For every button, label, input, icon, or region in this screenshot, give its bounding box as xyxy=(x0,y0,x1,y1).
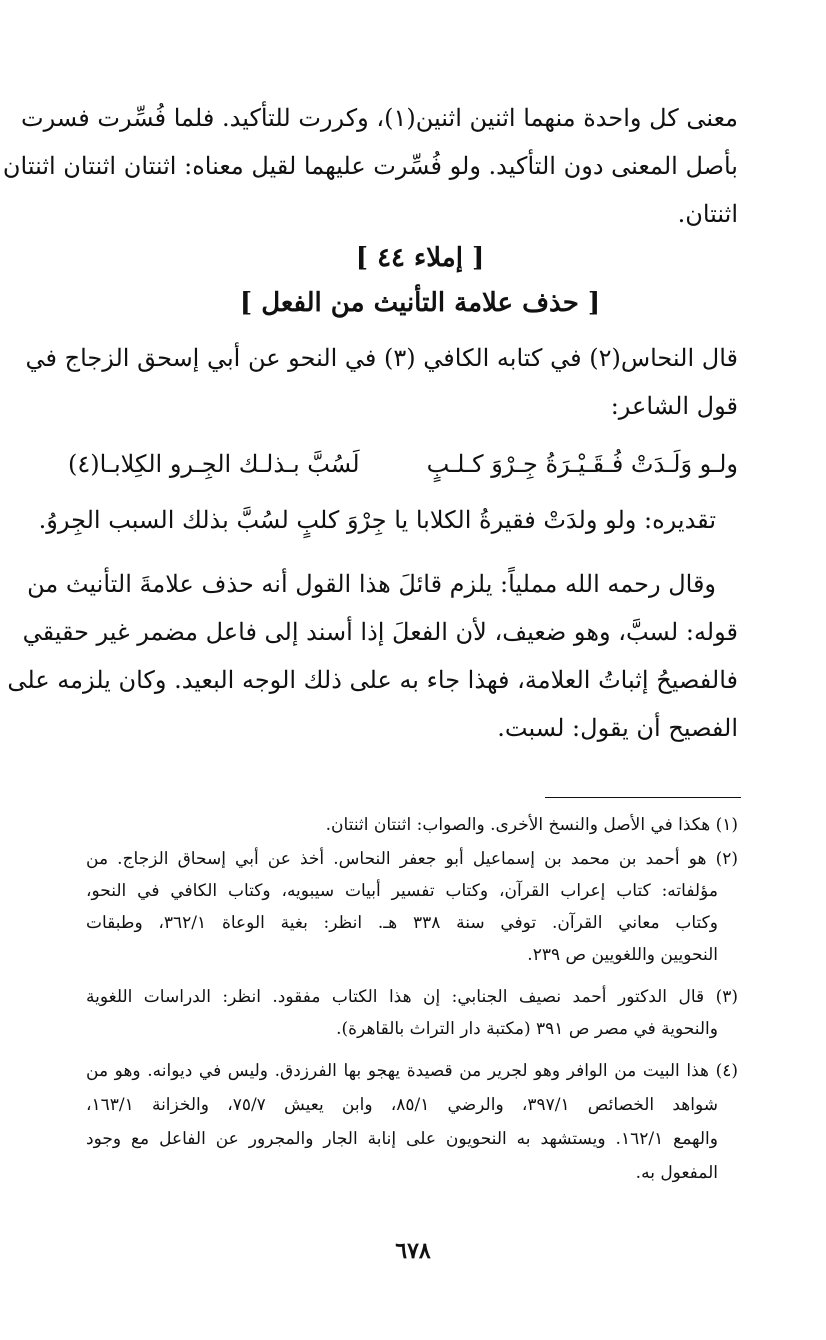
body-line: معنى كل واحدة منهما اثنين اثنين(١)، وكررت للتأكيد. فلما فُسِّرت فسرت xyxy=(21,104,738,132)
footnote-marker: (٤) xyxy=(715,1061,739,1081)
footnote-text: المفعول به. xyxy=(635,1163,718,1183)
footnote-marker: (٢) xyxy=(715,849,738,869)
footnote-text: هو أحمد بن محمد بن إسماعيل أبو جعفر النحاس. أخذ عن أبي إسحاق الزجاج. من xyxy=(86,849,707,869)
footnote-text: هكذا في الأصل والنسخ الأخرى. والصواب: اثنتان اثنتان. xyxy=(325,815,711,835)
section-subheading: [ حذف علامة التأنيث من الفعل ] xyxy=(239,288,601,318)
taqdir-line: تقديره: ولو ولدَتْ فقيرةُ الكلابا يا جِرْوَ كلبٍ لسُبَّ بذلك السبب الجِروُ. xyxy=(38,506,716,534)
body-line: اثنتان. xyxy=(677,200,738,228)
poetry-verse xyxy=(68,444,738,484)
section-heading: [ إملاء ٤٤ ] xyxy=(355,243,485,273)
footnote-text: النحويين واللغويين ص ٢٣٩. xyxy=(527,945,718,965)
verse-first-hemistich: ولـو وَلَـدَتْ فُـقَـيْـرَةُ جِـرْوَ كـلـبٍ xyxy=(426,450,738,478)
footnote-1 xyxy=(86,810,738,840)
footnote-text: والنحوية في مصر ص ٣٩١ (مكتبة دار التراث بالقاهرة). xyxy=(336,1019,718,1039)
footnote-text: والهمع ١٦٢/١. ويستشهد به النحويون على إنابة الجار والمجرور عن الفاعل مع وجود xyxy=(86,1129,718,1149)
footnote-text: هذا البيت من الوافر وهو لجرير من قصيدة يهجو بها الفرزدق. وليس في ديوانه. وهو من xyxy=(86,1061,709,1081)
footnote-text: قال الدكتور أحمد نصيف الجنابي: إن هذا الكتاب مفقود. انظر: الدراسات اللغوية xyxy=(86,987,705,1007)
footnote-3 xyxy=(86,982,738,1012)
footnote-4 xyxy=(86,1056,738,1086)
page-number: ٦٧٨ xyxy=(395,1238,431,1264)
verse-second-hemistich: لَسُبَّ بـذلـك الجِـرو الكِلابـا(٤) xyxy=(68,450,360,478)
analysis-line: قوله: لسبَّ، وهو ضعيف، لأن الفعلَ إذا أسند إلى فاعل مضمر غير حقيقي xyxy=(22,618,738,646)
intro-line: قول الشاعر: xyxy=(610,392,738,420)
footnote-text: مؤلفاته: كتاب إعراب القرآن، وكتاب تفسير أبيات سيبويه، وكتاب الكافي في النحو، xyxy=(86,881,718,901)
footnote-2 xyxy=(86,844,738,874)
footnote-marker: (٣) xyxy=(715,987,738,1007)
intro-line: قال النحاس(٢) في كتابه الكافي (٣) في النحو عن أبي إسحق الزجاج في xyxy=(25,344,738,372)
analysis-line: الفصيح أن يقول: لسبت. xyxy=(497,714,738,742)
analysis-line: وقال رحمه الله مملياً: يلزم قائلَ هذا القول أنه حذف علامةَ التأنيث من xyxy=(27,570,716,598)
analysis-line: فالفصيحُ إثباتُ العلامة، فهذا جاء به على ذلك الوجه البعيد. وكان يلزمه على xyxy=(7,666,738,694)
footnote-text: شواهد الخصائص ٣٩٧/١، والرضي ٨٥/١، وابن يعيش ٧٥/٧، والخزانة ١٦٣/١، xyxy=(86,1095,718,1115)
footnote-separator xyxy=(545,797,741,798)
body-line: بأصل المعنى دون التأكيد. ولو فُسِّرت عليهما لقيل معناه: اثنتان اثنتان اثنتان xyxy=(2,152,738,180)
footnote-marker: (١) xyxy=(715,815,738,835)
footnote-text: وكتاب معاني القرآن. توفي سنة ٣٣٨ هـ. انظر: بغية الوعاة ٣٦٢/١، وطبقات xyxy=(86,913,718,933)
